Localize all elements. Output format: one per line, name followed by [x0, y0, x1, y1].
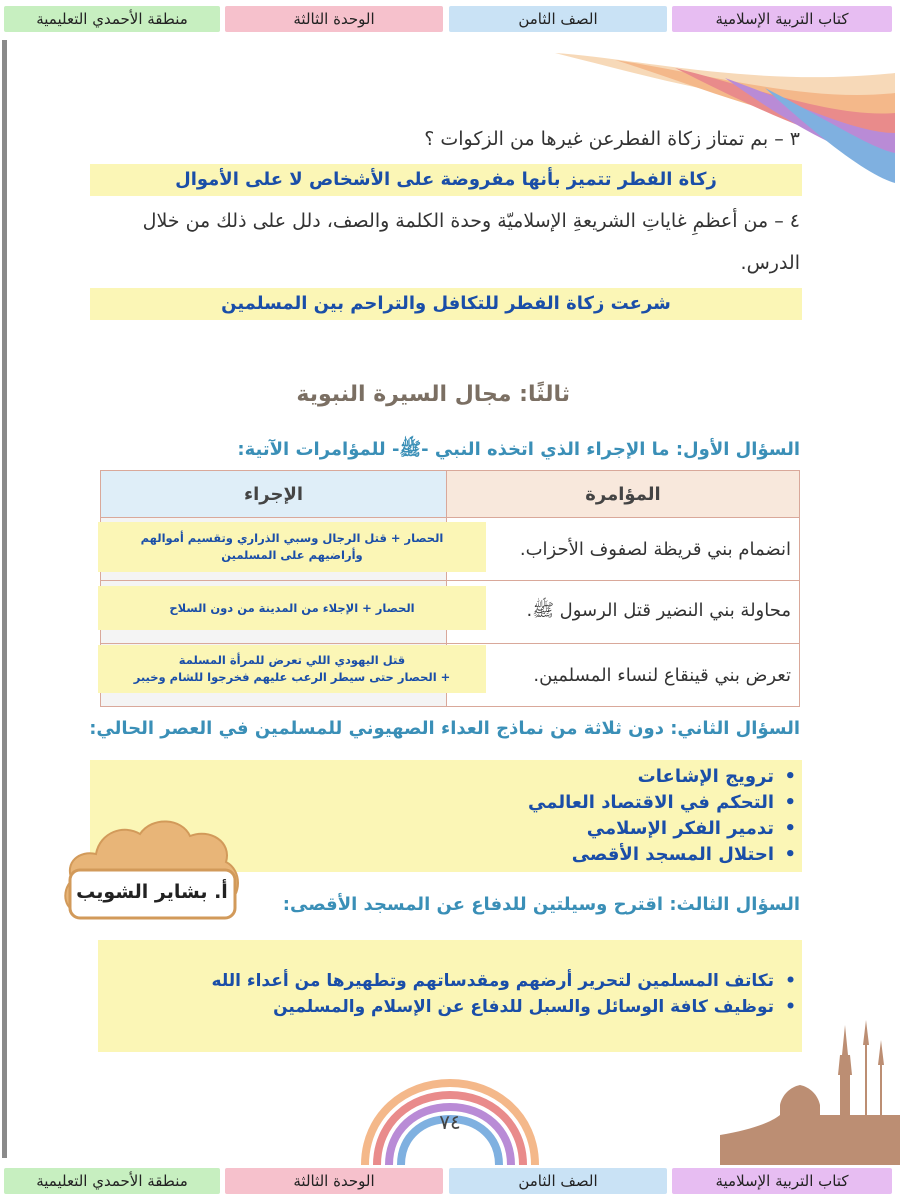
- col-header-plot: المؤامرة: [447, 471, 800, 518]
- section-title: ثالثًا: مجال السيرة النبوية: [296, 382, 570, 407]
- bottom-header: [0, 1164, 900, 1198]
- list-item: • تكاتف المسلمين لتحرير أرضهم ومقدساتهم وتطهيرها من أعداء الله: [98, 968, 774, 994]
- question-3-answers: [98, 940, 802, 1052]
- top-header: [0, 2, 900, 36]
- plot-cell: محاولة بني النضير قتل الرسول ﷺ.: [447, 581, 800, 644]
- sira-question-3: السؤال الثالث: اقترح وسيلتين للدفاع عن المسجد الأقصى:: [282, 894, 800, 915]
- table-header-row: [101, 471, 800, 518]
- table-answer-box: [98, 586, 486, 630]
- answer-line: + الحصار حتى سيطر الرعب عليهم فخرجوا للشام وخيبر: [133, 670, 451, 684]
- region-label: منطقة الأحمدي التعليمية: [4, 1168, 220, 1194]
- answer-line: الحصار + الإجلاء من المدينة من دون السلاح: [169, 600, 415, 615]
- book-title: كتاب التربية الإسلامية: [672, 1168, 892, 1194]
- region-label: منطقة الأحمدي التعليمية: [4, 6, 220, 32]
- list-item: • توظيف كافة الوسائل والسبل للدفاع عن الإسلام والمسلمين: [98, 994, 774, 1020]
- list-item: • ترويج الإشاعات: [90, 764, 774, 790]
- grade-label: الصف الثامن: [449, 1168, 667, 1194]
- sira-question-1: السؤال الأول: ما الإجراء الذي اتخذه النبي -ﷺ- للمؤامرات الآتية:: [237, 439, 800, 460]
- answer-3-box: زكاة الفطر تتميز بأنها مفروضة على الأشخاص لا على الأموال: [90, 164, 802, 196]
- answer-line: قتل اليهودي اللي تعرض للمرأة المسلمة: [178, 653, 406, 667]
- plot-cell: تعرض بني قينقاع لنساء المسلمين.: [447, 644, 800, 707]
- question-4-line2: الدرس.: [740, 252, 800, 274]
- plot-cell: انضمام بني قريظة لصفوف الأحزاب.: [447, 518, 800, 581]
- list-item: • التحكم في الاقتصاد العالمي: [90, 790, 774, 816]
- grade-label: الصف الثامن: [449, 6, 667, 32]
- answer-line: وأراضيهم على المسلمين: [221, 548, 363, 562]
- page-number: ٧٤: [439, 1110, 461, 1134]
- list-item: • احتلال المسجد الأقصى: [90, 842, 774, 868]
- sira-question-2: السؤال الثاني: دون ثلاثة من نماذج العداء الصهيوني للمسلمين في العصر الحالي:: [89, 718, 800, 739]
- teacher-name: أ. بشاير الشويب: [76, 881, 228, 903]
- unit-label: الوحدة الثالثة: [225, 6, 443, 32]
- mosque-silhouette-icon: [720, 1015, 900, 1165]
- left-frame-bar: [2, 40, 7, 1158]
- book-title: كتاب التربية الإسلامية: [672, 6, 892, 32]
- col-header-action: الإجراء: [101, 471, 447, 518]
- unit-label: الوحدة الثالثة: [225, 1168, 443, 1194]
- table-answer-box: [98, 522, 486, 572]
- list-item: • تدمير الفكر الإسلامي: [90, 816, 774, 842]
- answer-4-box: شرعت زكاة الفطر للتكافل والتراحم بين المسلمين: [90, 288, 802, 320]
- answer-line: الحصار + قتل الرجال وسبي الذراري وتقسيم أموالهم: [140, 531, 444, 545]
- question-4-line1: ٤ – من أعظمِ غاياتِ الشريعةِ الإسلاميّة وحدة الكلمة والصف، دلل على ذلك من خلال: [142, 210, 800, 232]
- table-answer-box: [98, 645, 486, 693]
- question-3-text: ٣ – بم تمتاز زكاة الفطرعن غيرها من الزكوات ؟: [424, 128, 800, 150]
